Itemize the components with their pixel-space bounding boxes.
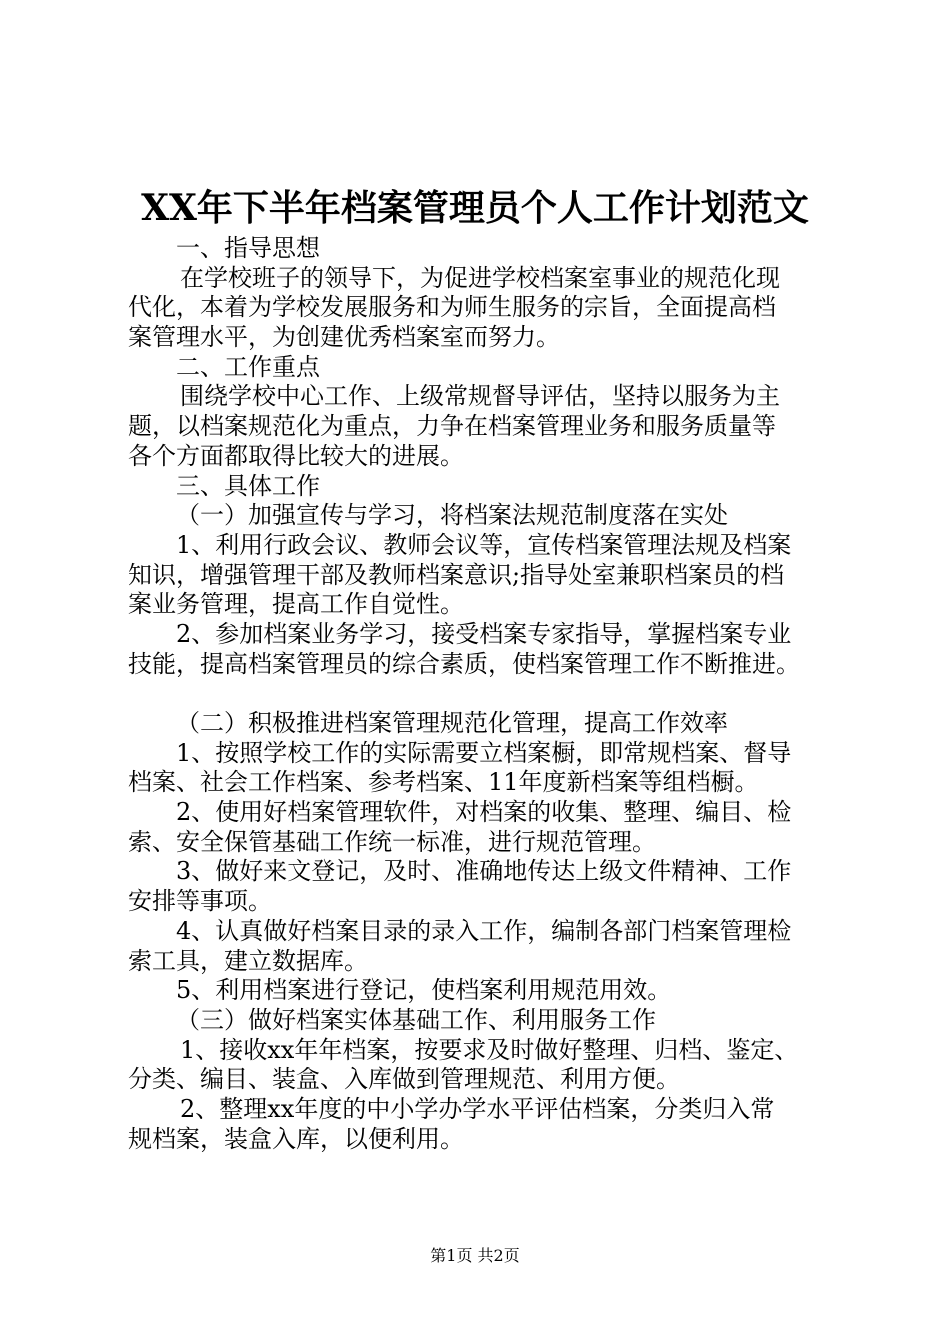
paragraph-line: 各个方面都取得比较大的进展。 (128, 441, 464, 470)
paragraph-line: 1、按照学校工作的实际需要立档案橱，即常规档案、督导 (176, 738, 792, 767)
document-title: XX年下半年档案管理员个人工作计划范文 (141, 187, 809, 229)
paragraph-line: 围绕学校中心工作、上级常规督导评估，坚持以服务为主 (180, 382, 780, 411)
paragraph-line: 2、参加档案业务学习，接受档案专家指导，掌握档案专业 (176, 619, 792, 648)
section-heading: 二、工作重点 (176, 352, 320, 381)
paragraph-line: 在学校班子的领导下，为促进学校档案室事业的规范化现 (180, 263, 780, 292)
paragraph-line: 代化，本着为学校发展服务和为师生服务的宗旨，全面提高档 (128, 293, 776, 322)
paragraph-line: 3、做好来文登记，及时、准确地传达上级文件精神、工作 (176, 857, 792, 886)
subsection-heading: （一）加强宣传与学习，将档案法规范制度落在实处 (176, 501, 728, 530)
section-heading: 三、具体工作 (176, 471, 320, 500)
paragraph-line: 档案、社会工作档案、参考档案、11年度新档案等组档橱。 (128, 768, 759, 797)
paragraph-line: 规档案，装盒入库，以便利用。 (128, 1124, 464, 1153)
paragraph-line: 4、认真做好档案目录的录入工作，编制各部门档案管理检 (176, 916, 792, 945)
paragraph-line: 索、安全保管基础工作统一标准，进行规范管理。 (128, 827, 656, 856)
subsection-heading: （二）积极推进档案管理规范化管理，提高工作效率 (176, 709, 728, 737)
paragraph-line: 1、接收xx年年档案，按要求及时做好整理、归档、鉴定、 (180, 1035, 799, 1064)
paragraph-line: 2、整理xx年度的中小学办学水平评估档案，分类归入常 (180, 1094, 775, 1123)
paragraph-line: 案管理水平，为创建优秀档案室而努力。 (128, 323, 560, 352)
paragraph-line: 技能，提高档案管理员的综合素质，使档案管理工作不断推进。 (128, 649, 800, 678)
paragraph-line: 2、使用好档案管理软件，对档案的收集、整理、编目、检 (176, 798, 792, 827)
document-body (128, 234, 852, 1154)
subsection-heading: （三）做好档案实体基础工作、利用服务工作 (176, 1005, 656, 1034)
paragraph-line: 1、利用行政会议、教师会议等，宣传档案管理法规及档案 (176, 530, 792, 559)
paragraph-line: 分类、编目、装盒、入库做到管理规范、利用方便。 (128, 1065, 680, 1094)
blank-line (128, 679, 852, 709)
paragraph-line: 5、利用档案进行登记，使档案利用规范用效。 (176, 976, 672, 1005)
paragraph-line: 知识，增强管理干部及教师档案意识;指导处室兼职档案员的档 (128, 560, 785, 589)
section-heading: 一、指导思想 (176, 234, 320, 262)
paragraph-line: 案业务管理，提高工作自觉性。 (128, 590, 464, 619)
paragraph-line: 索工具，建立数据库。 (128, 946, 368, 975)
paragraph-line: 题，以档案规范化为重点，力争在档案管理业务和服务质量等 (128, 412, 776, 441)
page-footer: 第1页 共2页 (430, 1246, 520, 1265)
paragraph-line: 安排等事项。 (128, 887, 272, 916)
